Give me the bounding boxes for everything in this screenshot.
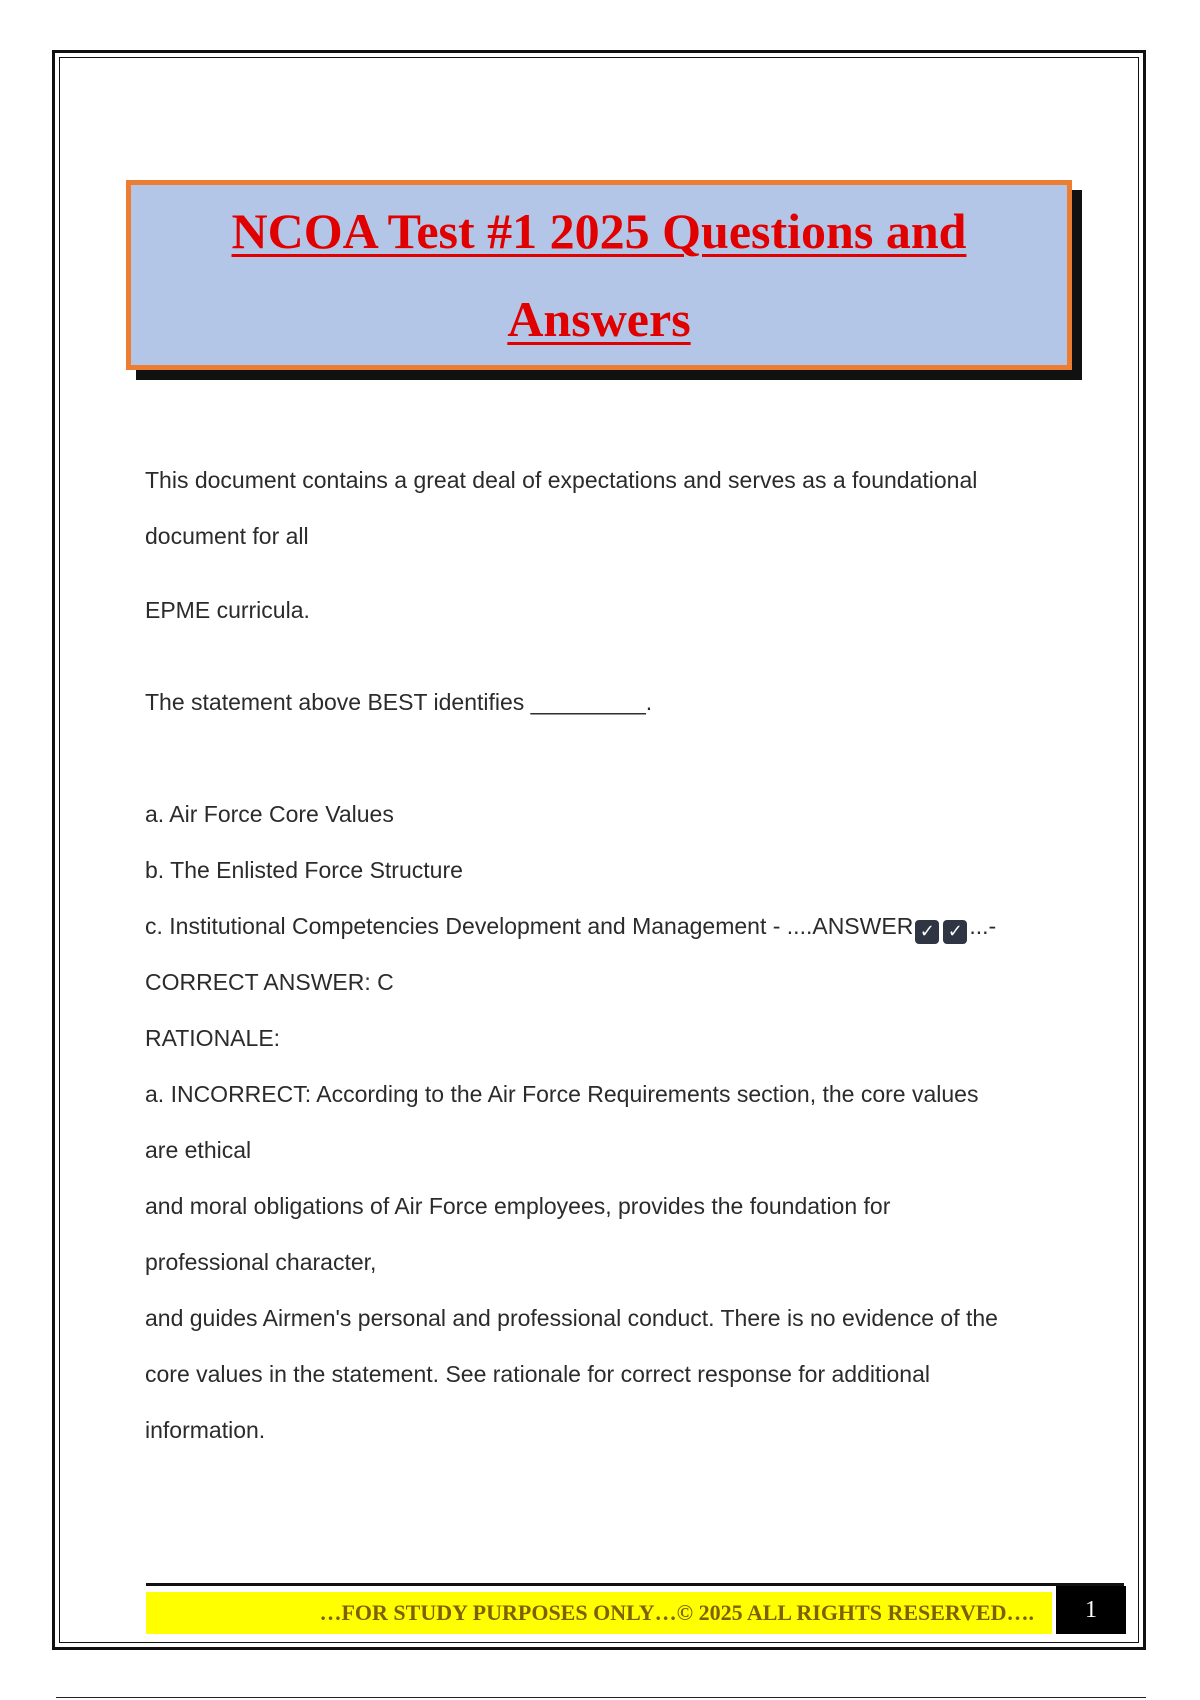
bottom-rule (56, 1697, 1146, 1698)
question-stem: The statement above BEST identifies _________. (145, 689, 653, 715)
rationale-line: and guides Airmen's personal and professional conduct. There is no evidence of the (145, 1305, 998, 1331)
rationale-line: are ethical (145, 1137, 252, 1163)
rationale-line: information. (145, 1417, 266, 1443)
check-box-icon: ✓ (943, 920, 967, 944)
intro-line-1: This document contains a great deal of expectations and serves as a foundational (145, 467, 978, 493)
page-number (1056, 1586, 1126, 1634)
rationale-line: core values in the statement. See rationale for correct response for additional (145, 1361, 930, 1387)
check-box-icon: ✓ (915, 920, 939, 944)
intro-line-3: EPME curricula. (145, 597, 310, 623)
rationale-line: a. INCORRECT: According to the Air Force Requirements section, the core values (145, 1081, 979, 1107)
option-b: b. The Enlisted Force Structure (145, 857, 463, 883)
correct-answer: CORRECT ANSWER: C (145, 969, 394, 995)
page-number-text: 1 (1085, 1596, 1097, 1623)
answer-suffix: ...- (969, 913, 997, 939)
document-body (145, 452, 1065, 1458)
footer-notice (146, 1592, 1052, 1634)
title-box (126, 180, 1072, 370)
rationale-line: and moral obligations of Air Force employees, provides the foundation for (145, 1193, 891, 1219)
intro-line-2: document for all (145, 523, 309, 549)
rationale-heading: RATIONALE: (145, 1025, 281, 1051)
title-line-1: NCOA Test #1 2025 Questions and (231, 203, 967, 259)
title-line-2: Answers (507, 291, 691, 347)
option-c (145, 898, 1065, 954)
option-a: a. Air Force Core Values (145, 801, 394, 827)
rationale-line: professional character, (145, 1249, 377, 1275)
option-c-text: c. Institutional Competencies Development and Management - ....ANSWER (145, 913, 914, 939)
footer-rule (146, 1583, 1124, 1586)
footer-notice-text: …FOR STUDY PURPOSES ONLY…© 2025 ALL RIGHTS RESERVED…. (319, 1600, 1034, 1625)
